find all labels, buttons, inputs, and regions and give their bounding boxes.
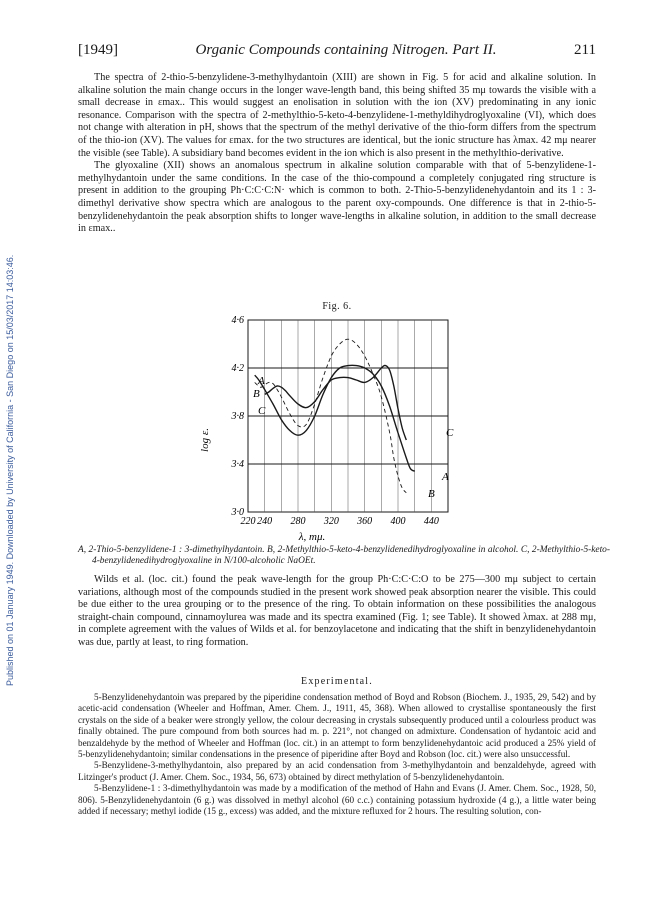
y-axis-label: log ε.: [199, 428, 211, 452]
curve-label-b: B: [253, 388, 260, 400]
x-tick-label: 320: [323, 516, 339, 527]
x-tick-label: 280: [290, 516, 306, 527]
y-tick-label: 4·2: [231, 363, 244, 374]
paragraph: The spectra of 2-thio-5-benzylidene-3-methylhydantoin (XIII) are shown in Fig. 5 for acid and alkaline solution. In alkaline solution the main change occurs in the longer wave-length band, this being shifted 35 mμ towards the visible with a small decrease in εmax.. This would suggest an enolisation in solution with the ion (XV) predominating in any ionic resonance. Comparison with the spectra of 2-methylthio-5-keto-4-benzylidene-1-methyldihydroglyoxaline (VI), which does not change with alteration in pH, shows that the spectrum of the methyl derivative of the thio-form differs from the spectrum of the thio-ion (XV). The values for εmax. for the two structures are identical, but the ionic structure has λmax. 42 mμ nearer the visible (see Table). A subsidiary band becomes evident in the ion which is also present in the methylthio-derivative.: [78, 72, 596, 159]
x-axis-label: λ, mμ.: [298, 531, 326, 543]
figure-label: Fig. 6.: [322, 301, 352, 312]
paragraph: Wilds et al. (loc. cit.) found the peak wave-length for the group Ph·C:C·C:O to be 275—300 mμ subject to certain variations, although most of the compounds studied in the present work showed peak absorption nearer the visible. This could be due either to the urea grouping or to the presence of the ring. To obtain information on these possibilities the analogous straight-chain compound, cinnamoylurea was made and its spectra examined (Fig. 1; see Table). It showed λmax. at 288 mμ, in complete agreement with the values of Wilds et al. for benzoylacetone and indicating that the shift in benzylidenehydantoin was due, partly at least, to ring formation.: [78, 574, 596, 648]
paragraph: 5-Benzylidene-3-methylhydantoin, also prepared by an acid condensation from 3-methylhydantoin and benzaldehyde, agreed with Litzinger's product (J. Amer. Chem. Soc., 1934, 56, 673) obtained by direct methylation of 5-benzylidenehydantoin.: [78, 760, 596, 782]
curve-label-c-right: C: [446, 427, 454, 439]
x-tick-label: 220: [240, 516, 256, 527]
curve-labels: [253, 375, 454, 500]
page-number: 211: [574, 42, 596, 58]
running-title: Organic Compounds containing Nitrogen. Part II.: [195, 42, 497, 58]
journal-year: [1949]: [78, 42, 118, 58]
x-tick-label: 400: [390, 516, 406, 527]
page-header: [78, 42, 596, 59]
chart-ticks: [231, 315, 439, 527]
chart-grid: [248, 320, 448, 512]
x-tick-label: 440: [423, 516, 439, 527]
curve-label-b-right: B: [428, 488, 435, 500]
curve-label-a-right: A: [442, 471, 449, 483]
curve-a: [255, 365, 415, 471]
y-tick-label: 3·0: [231, 507, 244, 518]
paragraph: 5-Benzylidene-1 : 3-dimethylhydantoin was made by a modification of the method of Hahn and Evans (J. Amer. Chem. Soc., 1928, 50, 806). 5-Benzylidenehydantoin (6 g.) was dissolved in methyl alcohol (60 c.c.) containing potassium hydroxide (4 g.), a little water being added if necessary; methyl iodide (15 g., excess) was added, and the mixture refluxed for 2 hours. The resulting solution, con-: [78, 783, 596, 817]
paragraph: 5-Benzylidenehydantoin was prepared by the piperidine condensation method of Boyd and Robson (Biochem. J., 1935, 29, 542) and by acetic-acid condensation (Wheeler and Hoffman, Amer. Chem. J., 1911, 45, 368). When allowed to crystallise spontaneously the first crystals on the side of a beaker were strongly yellow, the colour decreasing in crystals subsequently produced until a colourless product was finally obtained. The pure compound from both sources had m. p. 221°, not changed on admixture. Condensation of hydantoic acid and benzaldehyde by the method of Wheeler and Hoffman (loc. cit.) in an attempt to form benzylidenehydantoic acid produced a 25% yield of 5-benzylidenehydantoin; similar condensations in the presence of piperidine after Boyd and Robson (loc. cit.) were also unsuccessful.: [78, 692, 596, 760]
section-heading: Experimental.: [301, 676, 373, 687]
curve-label-c: C: [258, 405, 266, 417]
x-tick-label: 240: [257, 516, 273, 527]
y-tick-label: 3·4: [231, 459, 244, 470]
x-tick-label: 360: [357, 516, 373, 527]
y-tick-label: 4·6: [231, 315, 244, 326]
intro-text: [78, 72, 596, 236]
experimental-text: [78, 692, 596, 817]
y-tick-label: 3·8: [231, 411, 244, 422]
curve-label-a: A: [258, 375, 265, 387]
discussion-text: [78, 574, 596, 650]
figure-caption: A, 2-Thio-5-benzylidene-1 : 3-dimethylhydantoin. B, 2-Methylthio-5-keto-4-benzylidenedihydroglyoxaline in alcohol. C, 2-Methylthio-5-keto-4-benzylidenedihydroglyoxaline in N/100-alcoholic NaOEt.: [78, 545, 610, 567]
curve-c: [265, 366, 407, 441]
download-note: Published on 01 January 1949. Downloaded by University of California - San Diego on 15/03/2017 14:03:46.: [5, 254, 15, 686]
paragraph: The glyoxaline (XII) shows an anomalous spectrum in alkaline solution comparable with that of 5-benzylidene-1-methylhydantoin under the same conditions. In the case of the thio-compound a completely conjugated ring structure is present in addition to the grouping Ph·C:C·C:N· which is common to both. 2-Thio-5-benzylidenehydantoin and its 1 : 3-dimethyl derivative show spectra which are analogous to the parent oxy-compounds. One difference is that in 2-thio-5-benzylidenehydantoin the peak absorption shifts to longer wave-lengths in alkaline solution, in addition to the small decrease in εmax..: [78, 160, 596, 235]
spectra-chart: [199, 312, 470, 543]
